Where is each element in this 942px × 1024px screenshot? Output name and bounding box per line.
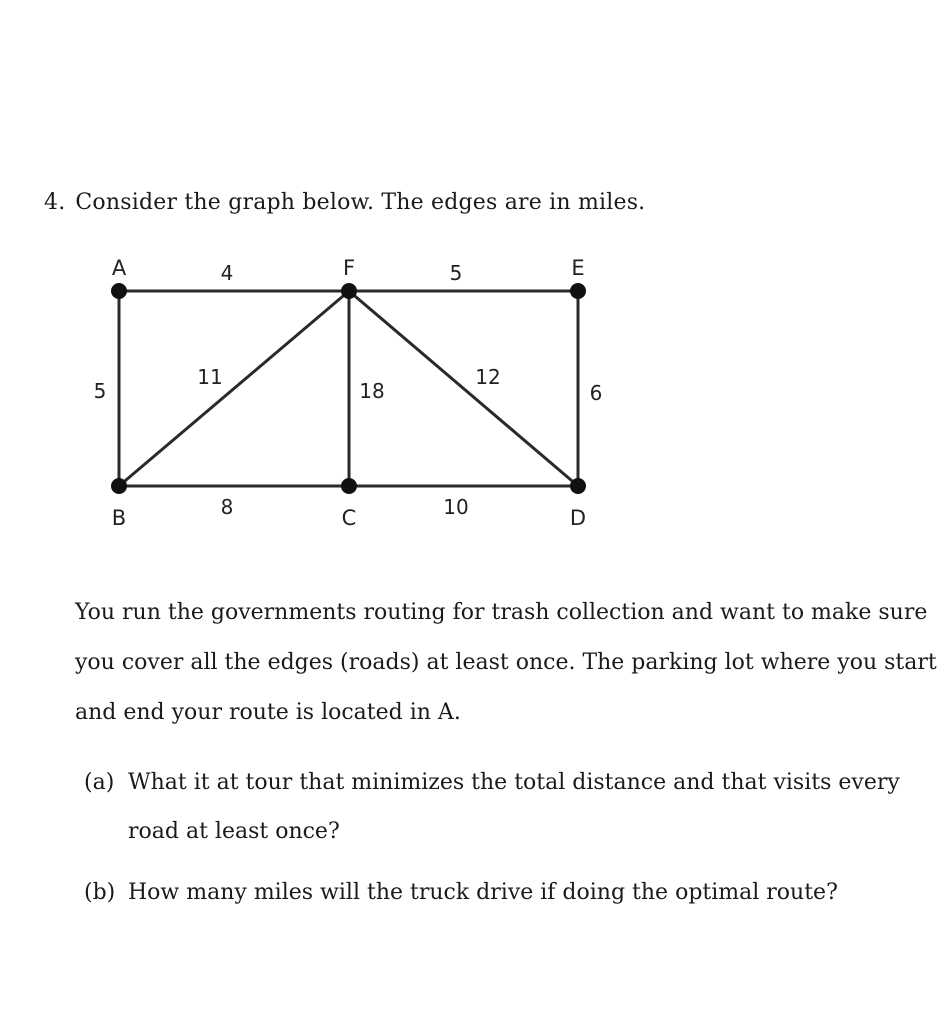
- paragraph-line-1: You run the governments routing for trash collection and want to make sure: [75, 600, 928, 625]
- paragraph-line-3: and end your route is located in A.: [75, 700, 461, 725]
- part-b-text: How many miles will the truck drive if doing the optimal route?: [128, 880, 838, 905]
- weight-f-d: 12: [475, 365, 501, 389]
- paragraph-line-2: you cover all the edges (roads) at least once. The parking lot where you start: [75, 650, 937, 675]
- node-label-c: C: [341, 506, 357, 530]
- question-number: 4.: [44, 190, 66, 215]
- part-a: [84, 770, 900, 795]
- part-a-tag: (a): [84, 770, 115, 795]
- node-e: [570, 283, 586, 299]
- weight-f-e: 5: [449, 261, 463, 285]
- weight-e-d: 6: [589, 381, 603, 405]
- node-d: [570, 478, 586, 494]
- weight-b-f: 11: [197, 365, 223, 389]
- node-b: [111, 478, 127, 494]
- weight-c-d: 10: [443, 495, 469, 519]
- weight-a-b: 5: [93, 379, 107, 403]
- part-b-tag: (b): [84, 880, 116, 905]
- question-heading: [44, 190, 645, 215]
- node-label-d: D: [569, 506, 587, 530]
- node-label-e: E: [571, 256, 585, 280]
- node-a: [111, 283, 127, 299]
- node-label-f: F: [342, 256, 356, 280]
- part-a-line-1: What it at tour that minimizes the total distance and that visits every: [128, 770, 900, 795]
- node-c: [341, 478, 357, 494]
- part-a-line-2: road at least once?: [128, 819, 340, 844]
- node-label-b: B: [111, 506, 127, 530]
- graph-figure: [80, 248, 640, 538]
- weight-f-c: 18: [359, 379, 385, 403]
- part-b: [84, 880, 838, 905]
- weight-a-f: 4: [220, 261, 234, 285]
- weight-b-c: 8: [220, 495, 234, 519]
- node-f: [341, 283, 357, 299]
- problem-paragraph: [75, 588, 937, 738]
- node-label-a: A: [111, 256, 127, 280]
- question-intro: Consider the graph below. The edges are in miles.: [75, 190, 646, 215]
- edge-b-f: [119, 291, 349, 486]
